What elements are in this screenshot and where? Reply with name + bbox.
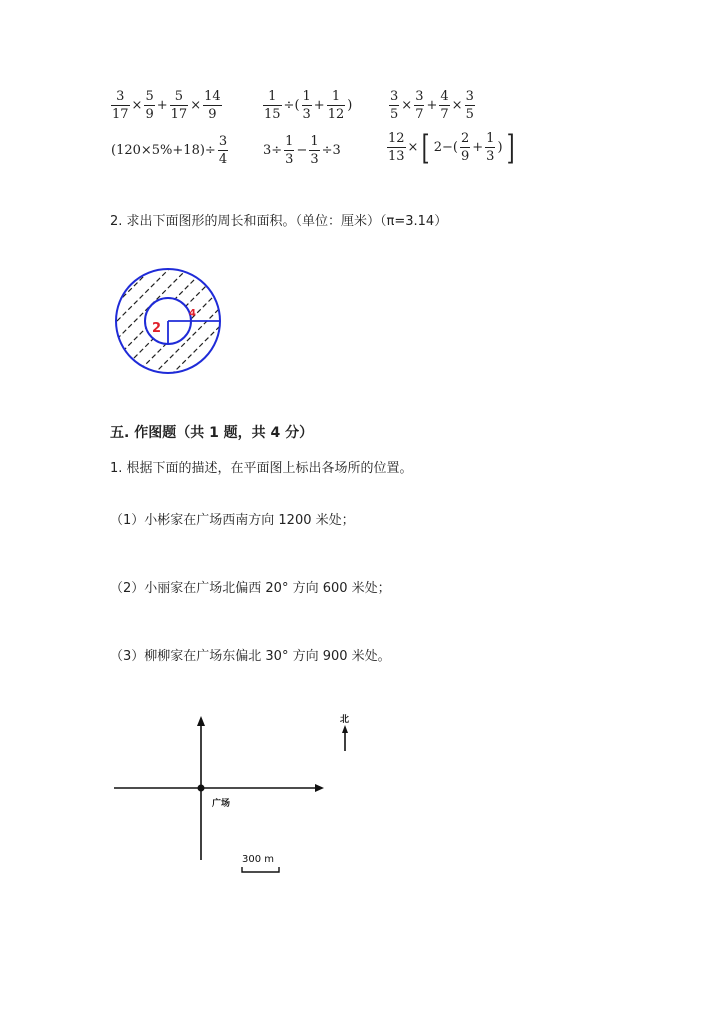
fraction	[302, 90, 312, 121]
north-axis-arrowhead	[197, 716, 205, 726]
denominator: 12	[327, 107, 345, 122]
fraction	[414, 90, 424, 121]
fraction	[203, 90, 222, 121]
numerator: 3	[465, 89, 474, 104]
numerator: 2	[460, 131, 470, 146]
plaza-label: 广场	[212, 799, 231, 809]
denominator: 9	[208, 107, 217, 122]
hatch-lines	[110, 262, 230, 382]
section-5-heading: 五. 作图题（共 1 题，共 4 分）	[110, 425, 314, 441]
operator: +	[313, 98, 325, 113]
denominator: 9	[460, 149, 470, 164]
fraction	[284, 135, 294, 166]
numerator: 1	[263, 90, 282, 106]
denominator: 3	[310, 152, 319, 167]
operator: ×	[451, 98, 463, 113]
item-1: （1）小彬家在广场西南方向 1200 米处；	[110, 513, 355, 528]
expression-5	[262, 135, 342, 166]
north-label: 北	[340, 715, 350, 725]
numerator: 1	[302, 89, 311, 104]
numerator: 5	[145, 89, 154, 104]
bracket: [	[422, 127, 431, 168]
numerator: 1	[486, 131, 495, 146]
numerator: 1	[310, 134, 319, 149]
fraction	[387, 132, 406, 163]
expression-6	[386, 127, 517, 168]
question-2-text: 2. 求出下面图形的周长和面积。（单位：厘米）（π=3.14）	[110, 214, 448, 229]
numerator: 1	[285, 134, 294, 149]
bracket: ]	[506, 127, 515, 168]
item-2: （2）小丽家在广场北偏西 20° 方向 600 米处；	[110, 581, 391, 596]
fraction	[144, 90, 154, 121]
denominator: 7	[415, 107, 424, 122]
outer-radius-label: 4	[189, 308, 196, 319]
expression-3	[388, 90, 476, 121]
fraction	[309, 135, 319, 166]
operator: 3÷	[263, 143, 283, 158]
numerator: 3	[390, 89, 399, 104]
fraction	[263, 90, 282, 121]
operator: +	[156, 98, 168, 113]
map-diagram	[108, 705, 368, 885]
fraction	[485, 132, 495, 163]
numerator: 3	[111, 90, 130, 106]
task-1-text: 1. 根据下面的描述，在平面图上标出各场所的位置。	[110, 461, 413, 476]
operator: (120×5%+18)÷	[111, 143, 216, 158]
plaza-point	[198, 785, 205, 792]
denominator: 7	[440, 107, 449, 122]
denominator: 15	[264, 107, 281, 122]
denominator: 17	[170, 107, 188, 122]
annulus-figure	[110, 262, 230, 382]
operator: +	[426, 98, 438, 113]
denominator: 4	[218, 152, 228, 167]
fraction	[327, 90, 346, 121]
numerator: 5	[170, 90, 189, 106]
numerator: 14	[204, 89, 221, 104]
operator: ×	[401, 98, 413, 113]
fraction	[439, 90, 449, 121]
fraction	[111, 90, 130, 121]
operator: ÷3	[321, 143, 341, 158]
operator: +	[472, 140, 484, 155]
numerator: 1	[327, 90, 346, 106]
numerator: 4	[440, 89, 449, 104]
denominator: 3	[486, 149, 495, 164]
scale-bar	[242, 867, 279, 872]
item-3: （3）柳柳家在广场东偏北 30° 方向 900 米处。	[110, 649, 391, 664]
operator: −	[296, 143, 308, 158]
scale-label: 300 m	[242, 854, 275, 865]
expression-4	[110, 135, 229, 166]
fraction	[389, 90, 399, 121]
operator: ×	[190, 98, 202, 113]
numerator: 3	[218, 134, 228, 149]
operator: ÷(	[283, 98, 300, 113]
fraction	[465, 90, 475, 121]
expression-2	[262, 90, 353, 121]
expression-1	[110, 90, 223, 121]
operator: )	[347, 98, 353, 113]
denominator: 5	[390, 107, 399, 122]
numerator: 12	[388, 131, 405, 146]
denominator: 17	[112, 107, 129, 122]
fraction	[460, 132, 470, 163]
north-indicator-arrowhead	[342, 725, 348, 733]
denominator: 3	[285, 152, 294, 167]
denominator: 13	[388, 149, 405, 164]
operator: 2−(	[433, 140, 458, 155]
operator: )	[497, 140, 503, 155]
fraction	[218, 135, 228, 166]
denominator: 5	[465, 107, 474, 122]
numerator: 3	[415, 89, 424, 104]
east-arrowhead	[315, 784, 324, 792]
denominator: 3	[302, 107, 311, 122]
denominator: 9	[145, 107, 154, 122]
inner-radius-label: 2	[152, 321, 162, 336]
fraction	[170, 90, 189, 121]
operator: ×	[407, 140, 419, 155]
operator: ×	[131, 98, 143, 113]
